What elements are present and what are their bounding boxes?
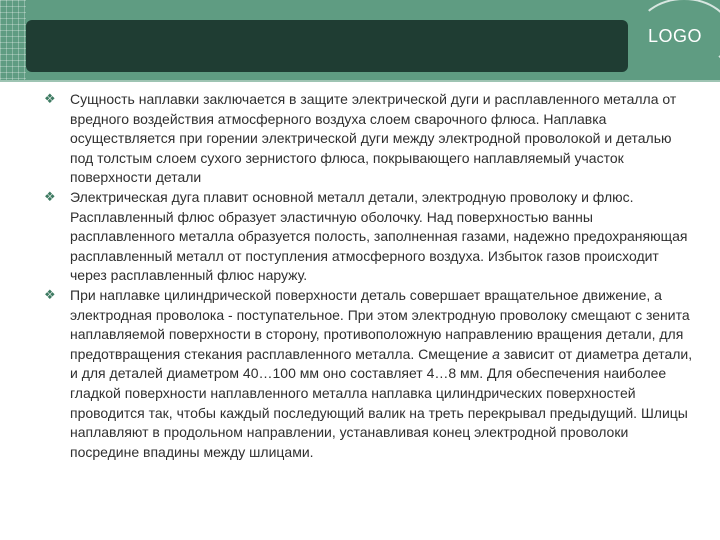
diamond-clover-bullet-icon: ❖ bbox=[44, 287, 56, 303]
bullet-text bbox=[70, 286, 694, 462]
bullet-item bbox=[44, 286, 694, 462]
bullet-text: Электрическая дуга плавит основной металл детали, электродную проволоку и флюс. Расплавленный флюс образует эластичную оболочку. Над поверхностью ванны расплавленного металла образуется полость, заполненная газами, надежно предохраняющая расплавленный металл от поступления атмосферного воздуха. Избыток газов происходит через расплавленный флюс наружу. bbox=[70, 188, 688, 284]
diamond-clover-bullet-icon: ❖ bbox=[44, 92, 56, 107]
title-box bbox=[26, 20, 628, 72]
bullet-text-part: зависит от диаметра детали, и для деталей диаметром 40…100 мм оно составляет 4…8 мм. Для обеспечения наиболее гладкой поверхности наплавленного металла наплавка цилиндрических поверхностей проводится так, чтобы каждый последующий валик на треть перекрывал предыдущий. Шлицы наплавляют в продольном направлении, устанавливая конец электродной проволоки посредине впадины между шлицами. bbox=[70, 345, 693, 460]
bullet-text-italic: а bbox=[492, 345, 500, 362]
decorative-grid-strip bbox=[0, 0, 26, 80]
bullet-text: Сущность наплавки заключается в защите электрической дуги и расплавленного металла от вредного воздействия атмосферного воздуха слоем сварочного флюса. Наплавка осуществляется при горении электрической дуги между электродной проволокой и деталью под толстым слоем сухого зернистого флюса, покрывающего наплавляемый участок поверхности детали bbox=[70, 91, 677, 186]
logo: LOGO bbox=[648, 26, 703, 46]
header-divider bbox=[0, 80, 720, 82]
bullet-text-part: При наплавке цилиндрической поверхности деталь совершает вращательное движение, а электродная проволока - поступательное. При этом электродную проволоку смещают с зенита наплавляемой поверхности в сторону, противоположную направлению вращения детали, для предотвращения стекания расплавленного металла. Смещение bbox=[70, 286, 690, 362]
diamond-clover-bullet-icon: ❖ bbox=[44, 189, 56, 205]
bullet-item bbox=[44, 188, 694, 286]
bullet-item bbox=[44, 90, 694, 188]
bullet-list bbox=[44, 90, 694, 462]
